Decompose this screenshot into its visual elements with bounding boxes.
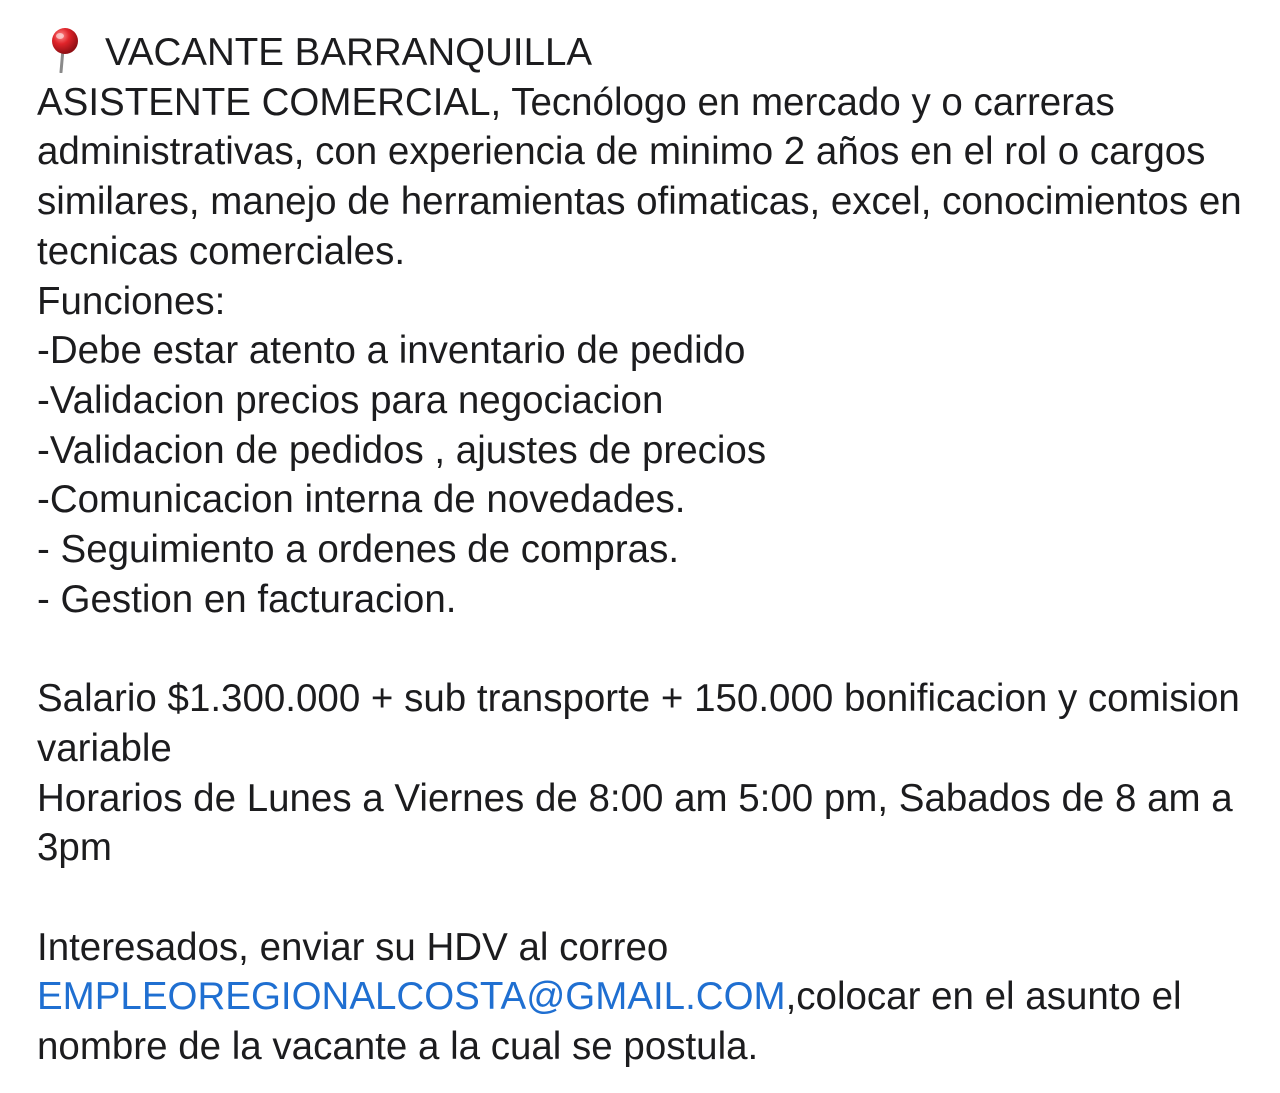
post-headline: VACANTE BARRANQUILLA xyxy=(105,31,593,74)
function-item: -Comunicacion interna de novedades. xyxy=(37,478,686,522)
function-item: - Gestion en facturacion. xyxy=(37,577,457,621)
salary-text: Salario $1.300.000 + sub transporte + 150.000 bonificacion y comision variable xyxy=(37,677,1240,770)
post-intro: ASISTENTE COMERCIAL, Tecnólogo en mercado y o carreras administrativas, con experiencia de minimo 2 años en el rol o cargos similares, manejo de herramientas ofimaticas, excel, conocimientos en tecnicas comerciales. xyxy=(37,80,1242,273)
apply-paragraph xyxy=(37,972,1257,1071)
blank-line xyxy=(37,624,1257,674)
post-headline-line xyxy=(37,27,1257,78)
function-item: -Debe estar atento a inventario de pedido xyxy=(37,329,746,373)
apply-suffix: ,colocar en el asunto el nombre de la vacante a la cual se postula. xyxy=(37,975,1182,1069)
job-post xyxy=(37,27,1257,1072)
email-link[interactable]: EMPLEOREGIONALCOSTA@GMAIL.COM xyxy=(37,975,786,1019)
blank-line xyxy=(37,873,1257,923)
apply-prefix: Interesados, enviar su HDV al correo xyxy=(37,925,669,969)
function-item: - Seguimiento a ordenes de compras. xyxy=(37,528,680,572)
function-item: -Validacion precios para negociacion xyxy=(37,378,664,422)
function-item: -Validacion de pedidos , ajustes de precios xyxy=(37,428,767,472)
functions-heading: Funciones: xyxy=(37,279,226,323)
schedule-text: Horarios de Lunes a Viernes de 8:00 am 5:00 pm, Sabados de 8 am a 3pm xyxy=(37,776,1233,870)
round-pushpin-icon xyxy=(41,27,93,73)
